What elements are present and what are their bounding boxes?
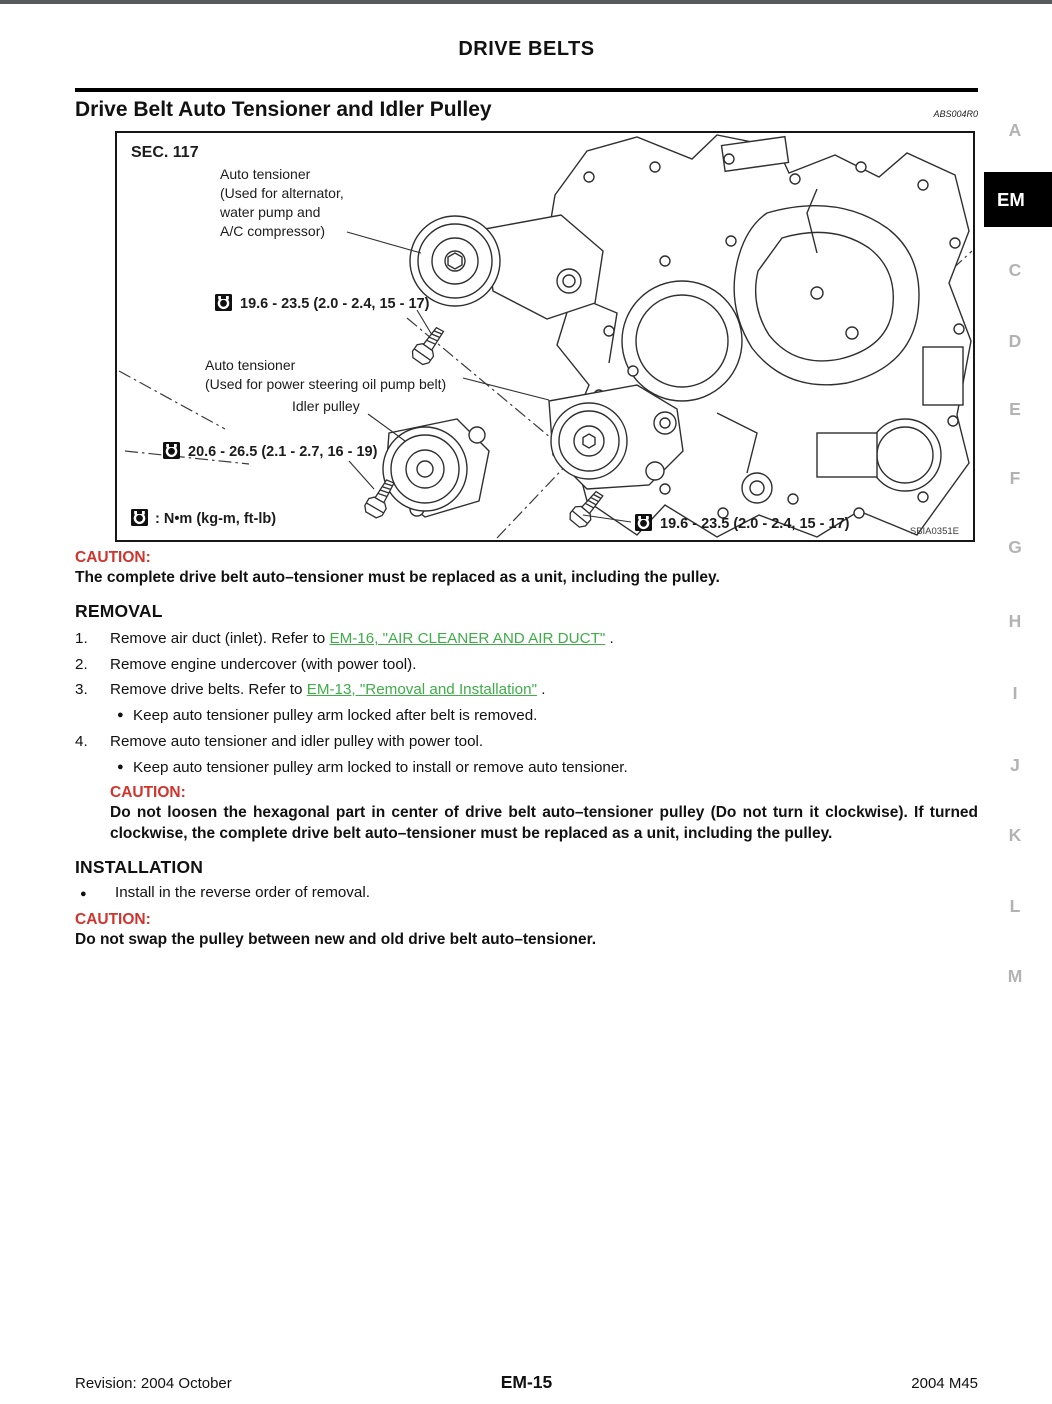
footer-page-number: EM-15 [500,1372,553,1392]
installation-text: Install in the reverse order of removal. [115,883,370,901]
link-em13-removal-installation[interactable]: EM-13, "Removal and Installation" [306,681,537,698]
figure-sec-label: SEC. 117 [131,144,199,161]
note-text: Keep auto tensioner pulley arm locked to install or remove auto tensioner. [133,758,628,776]
step-number: 2. [75,655,88,673]
tensioner1-label-line3: water pump and [220,204,321,220]
tab-em-active: EM [984,172,1052,227]
removal-step-4-note [117,757,978,778]
tensioner2-label-line1: Auto tensioner [205,357,296,373]
step-text: Remove auto tensioner and idler pulley with power tool. [110,732,484,750]
page-body [75,0,978,950]
torque1-value: 19.6 - 23.5 (2.0 - 2.4, 15 - 17) [240,296,430,312]
installation-caution [75,911,978,950]
idler-pulley-label: Idler pulley [292,398,360,414]
caution-text: Do not swap the pulley between new and old drive belt auto–tensioner. [75,930,597,948]
step-text [110,679,978,700]
tab-j: J [1010,755,1020,775]
tab-l: L [1009,896,1021,916]
installation-heading: INSTALLATION [75,856,204,877]
bullet-icon: ● [117,709,124,721]
tab-g: G [1008,537,1022,557]
page-title: DRIVE BELTS [458,38,595,60]
tab-k: K [1008,825,1022,845]
step-number: 4. [75,732,88,750]
removal-heading: REMOVAL [75,601,163,621]
step-text: Remove engine undercover (with power tool). [110,655,417,673]
figure-box [115,131,975,542]
step-text-pre: Remove air duct (inlet). Refer to [110,630,330,647]
auto-tensioner-1-drawing [410,215,603,319]
bullet-icon: ● [117,760,124,773]
auto-tensioner-2-drawing [549,385,683,489]
tensioner1-label-line4: A/C compressor) [220,223,326,239]
page-footer [75,1372,978,1393]
removal-step-1 [75,628,978,649]
torque2-value: 20.6 - 26.5 (2.1 - 2.7, 16 - 19) [188,444,378,460]
tab-d: D [1008,331,1022,351]
section-heading-row [75,98,978,122]
engine-diagram [117,133,973,540]
torque-icon [635,514,652,531]
installation-step [75,884,978,905]
step-number: 3. [75,681,88,698]
note-text: Keep auto tensioner pulley arm locked after belt is removed. [133,707,538,724]
idler-pulley-drawing [383,419,489,517]
title-divider [75,88,978,92]
tab-i: I [1012,683,1018,703]
step-number: 1. [75,630,88,647]
tensioner1-label-line2: (Used for alternator, [220,185,344,201]
caution-text: The complete drive belt auto–tensioner must be replaced as a unit, including the pulley. [75,569,720,586]
torque3-value: 19.6 - 23.5 (2.0 - 2.4, 15 - 17) [660,516,850,532]
caution-text: Do not loosen the hexagonal part in center of drive belt auto–tensioner pulley (Do not turn it clockwise). If turned clockwise, the complete drive belt auto–tensioner must be replaced as a unit, including the pulley. [110,803,978,842]
tab-h: H [1008,611,1022,631]
removal-step-3 [75,679,978,700]
section-title: Drive Belt Auto Tensioner and Idler Pulley [75,98,492,121]
tab-e: E [1009,399,1021,419]
tab-f: F [1009,468,1021,488]
section-tab-rail [974,0,1052,1404]
step-text-post: . [605,630,614,647]
caution-label: CAUTION: [75,549,151,566]
step-text-post: . [536,681,546,698]
tensioner1-label-line1: Auto tensioner [220,166,311,182]
step-text-pre: Remove drive belts. Refer to [110,681,307,698]
link-em16-air-cleaner[interactable]: EM-16, "AIR CLEANER AND AIR DUCT" [329,630,606,647]
tab-c: C [1008,260,1022,280]
caution-label: CAUTION: [75,910,151,928]
removal-step-3-note [117,705,978,726]
bullet-icon: ● [80,887,87,900]
step-text [110,628,978,649]
figure-image-code: SBIA0351E [909,526,959,537]
tensioner2-label-line2: (Used for power steering oil pump belt) [205,376,447,392]
torque-icon [215,294,232,311]
tab-a: A [1008,120,1022,140]
removal-steps [75,628,978,844]
footer-model: 2004 M45 [911,1375,978,1392]
torque-legend: : N•m (kg-m, ft-lb) [155,511,277,527]
caution-label: CAUTION: [110,783,186,801]
removal-step-2 [75,654,978,675]
tab-m: M [1007,966,1023,986]
torque-icon [131,509,148,526]
removal-caution [110,784,978,844]
section-ref-code: ABS004R0 [933,109,978,119]
torque-icon [163,442,180,459]
footer-revision: Revision: 2004 October [75,1375,232,1392]
removal-step-4 [75,731,978,752]
